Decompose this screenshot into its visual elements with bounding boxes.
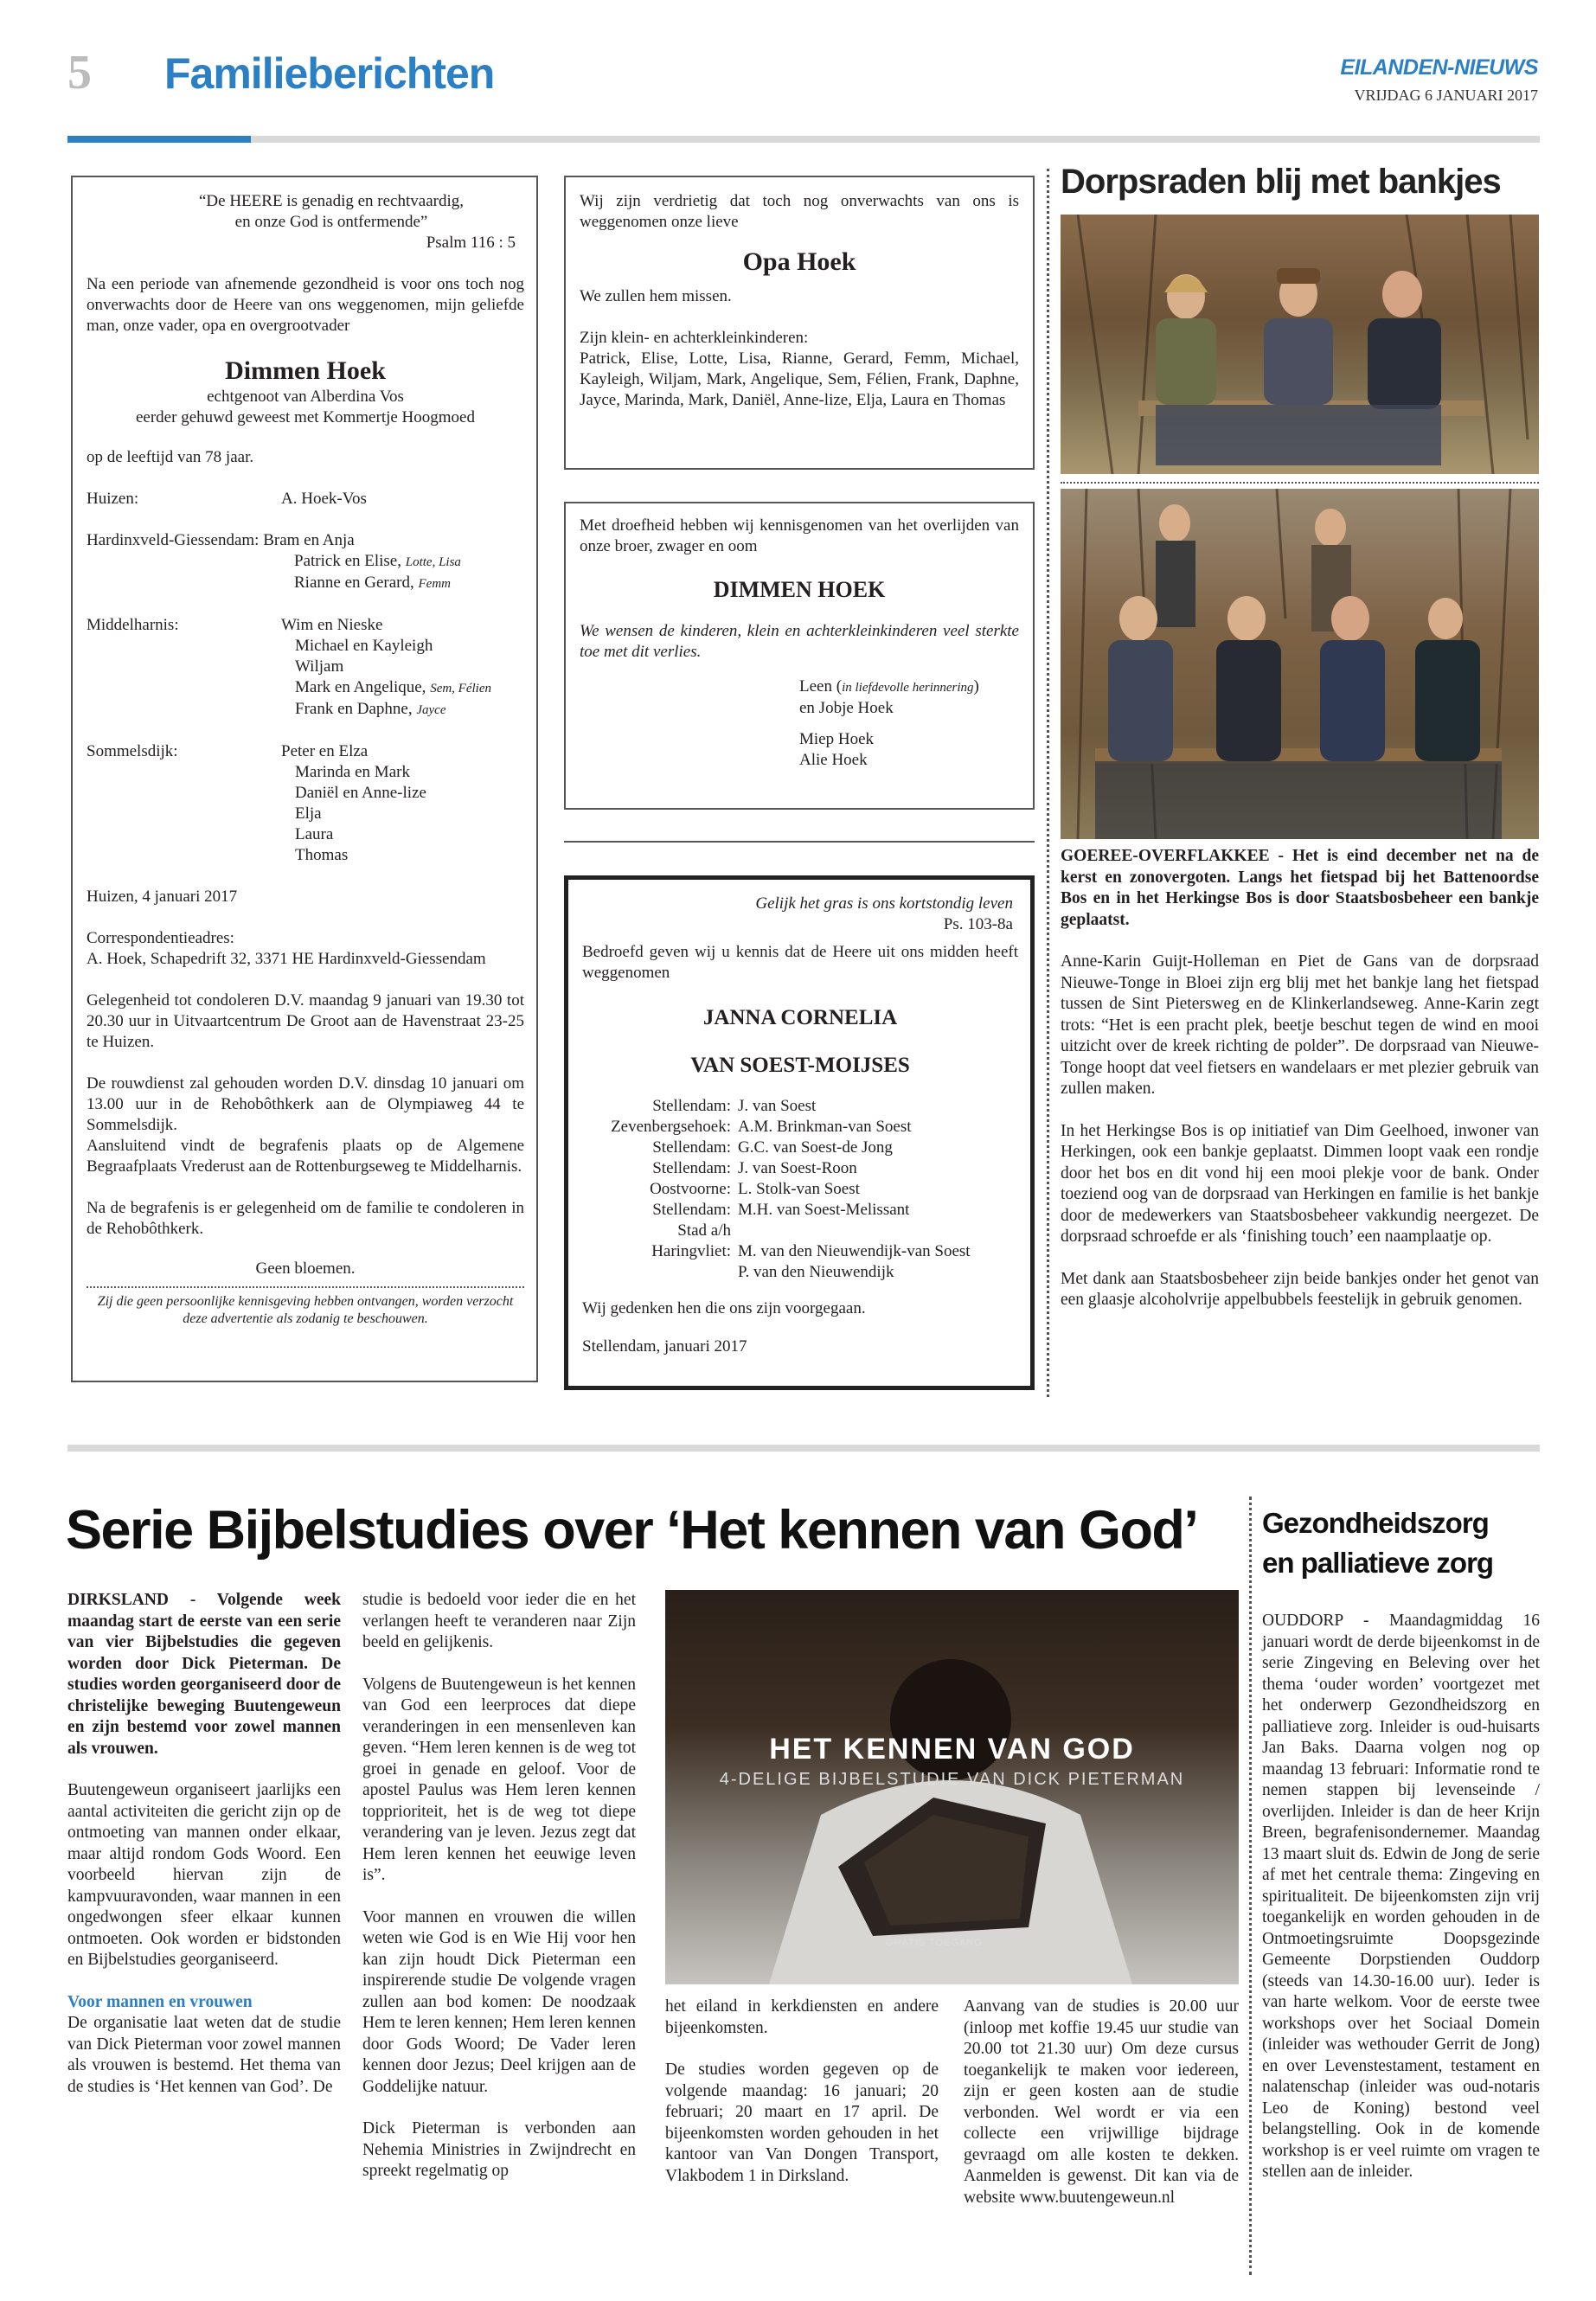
zorg-paragraph: OUDDORP - Maandagmiddag 16 januari wordt de derde bijeenkomst in de serie Zingeving en Beleving over het thema ‘ouder worden’ voortgezet met het onderwerp Gezondheidszorg en palliatieve zorg. Inleider is oud-huisarts Jan Baks. Daarna volgen nog op maandag 13 februari: Informatie rond te nemen stappen bij levenseinde / overlijden. Inleider is dan de heer Krijn Breen, begrafenisondernemer. Maandag 13 maart sluit ds. Edwin de Jong de serie af met het centrale thema: Zingeving en spiritualiteit. De bijeenkomsten zijn vrij toegankelijk en worden gehouden in de Ontmoetingsruimte Doopsgezinde Gemeente Dorpstienden Ouddorp (steeds van 14.30-16.00 uur). Ieder is van harte welkom. Voor de eerste twee workshops over het Sociaal Domein (inleider was wethouder Gerrit de Jong) en over Levenstestament, testament en nalatenschap (inleider was oud-notaris Leo de Koning) bestond veel belangstelling. Ook in de komende workshop is er veel ruimte om vragen te stellen aan de inleider.	[1262, 1612, 1540, 2181]
ad1-fam2-label: Hardinxveld-Giessendam:	[87, 531, 260, 549]
bankjes-photo-divider	[1061, 482, 1539, 484]
ad1-flowers: Geen bloemen.	[255, 1259, 356, 1278]
ad1-fam1-names: A. Hoek-Vos	[281, 490, 367, 508]
ad4-ref: Ps. 103-8a	[943, 915, 1013, 933]
bijbel-subhead: Voor mannen en vrouwen	[67, 1992, 253, 2011]
zorg-headline-line2: en palliatieve zorg	[1262, 1547, 1494, 1579]
issue-date: VRIJDAG 6 JANUARI 2017	[1354, 87, 1538, 104]
ad1-divider	[87, 1286, 524, 1288]
promo-title: HET KENNEN VAN GOD	[769, 1733, 1135, 1766]
column-separator	[1047, 169, 1049, 1397]
ad3-sig4: Alie Hoek	[799, 751, 868, 769]
ad1-fam3-line3: Wiljam	[295, 657, 344, 676]
section-separator	[67, 1445, 1540, 1452]
promo-small-text: GRATIS TOEGANG	[886, 1938, 983, 1948]
ad4-row-place: Haringvliet:	[651, 1242, 731, 1260]
obituary-broer	[564, 502, 1035, 810]
bankjes-paragraph-2: In het Herkingse Bos is op initiatief van Dim Geelhoed, inwoner van Herkingen, ook een bankje geplaatst. Dimmen loopt vaak een rondje door het bos en dit vond hij een mooi plekje voor de bank. Onder toeziend oog van de dorpsraad van Herkingen en familie is het bankje door de medewerkers van Staatsbosbeheer vakkundig neergezet. De dorpsraad schroefde er als ‘finishing touch’ een naamplaatje op.	[1061, 1121, 1539, 1246]
ad1-widower: eerder gehuwd geweest met Kommertje Hoogmoed	[135, 408, 475, 426]
ad1-place-date: Huizen, 4 januari 2017	[87, 888, 238, 906]
ad4-row-place	[582, 1262, 738, 1283]
ad1-after: Na de begrafenis is er gelegenheid om de familie te condoleren in de Rehobôthkerk.	[87, 1199, 524, 1238]
ad1-fam4-line3: Daniël en Anne-lize	[295, 784, 426, 802]
ad4-row-place: Stellendam:	[652, 1201, 731, 1219]
ad4-row-name	[738, 1221, 1018, 1241]
ad-separator-line	[564, 841, 1035, 843]
bankjes-paragraph-3: Met dank aan Staatsbosbeheer zijn beide bankjes onder het genot van een glaasje alcoholvrije appelbubbels feestelijk in gebruik genomen.	[1061, 1269, 1539, 1309]
ad1-spouse: echtgenoot van Alberdina Vos	[207, 388, 404, 406]
ad4-row-place: Stad a/h	[677, 1221, 731, 1240]
ad4-name-line1: JANNA CORNELIA	[702, 1006, 898, 1029]
ad1-fam4-line5: Laura	[295, 825, 334, 843]
bijbel-col3-paragraph-2: De studies worden gegeven op de volgende maandag: 16 januari; 20 februari; 20 maart en 17 april. De bijeenkomsten worden gehouden in het kantoor van Van Dongen Transport, Vlakbodem 1 in Dirksland.	[665, 2061, 939, 2185]
ad4-row-name: M. van den Nieuwendijk-van Soest	[738, 1242, 971, 1260]
ad4-row-place: Stellendam:	[652, 1159, 731, 1177]
ad4-row-name: J. van Soest-Roon	[738, 1159, 857, 1177]
bench-photo-2-svg	[1061, 489, 1539, 839]
ad3-intro: Met droefheid hebben wij kennisgenomen van het overlijden van onze broer, zwager en oom	[580, 516, 1019, 555]
ad1-family-hardinxveld	[87, 530, 524, 594]
ad1-fam1-label: Huizen:	[87, 490, 139, 508]
ad1-fam2-line3-kids: Femm	[418, 577, 451, 591]
ad3-sig1: Leen (	[799, 677, 843, 695]
bench-photo-1	[1061, 215, 1539, 474]
bijbel-column-2	[362, 1590, 636, 2203]
paper-logo: EILANDEN-NIEUWS	[1340, 55, 1538, 80]
ad1-notice: Zij die geen persoonlijke kennisgeving hebben ontvangen, worden verzocht deze advertentie als zodanig te beschouwen.	[97, 1294, 514, 1326]
bijbel-column-4	[964, 1997, 1239, 2229]
ad4-row-name: J. van Soest	[738, 1097, 817, 1115]
promo-subtitle: 4-DELIGE BIJBELSTUDIE VAN DICK PIETERMAN	[719, 1770, 1185, 1789]
bankjes-lead: GOEREE-OVERFLAKKEE - Het is eind december net na de kerst en zonovergoten. Langs het fietspad bij het Battenoordse Bos en in het Herkingse Bos is door Staatsbosbeheer een bankje geplaatst.	[1061, 847, 1539, 929]
bankjes-paragraph-1: Anne-Karin Guijt-Holleman en Piet de Gans van de dorpsraad Nieuwe-Tonge in Bloei zijn erg blij met het bankje lang het fietspad tussen de Sint Pietersweg en de Klinkerlandseweg. Anne-Karin zegt trots: “Het is een pracht plek, beetje beschut tegen de wind en mooi uitzicht over de kreek richting de polder”. De dorpsraad van Nieuwe-Tonge hoopt dat veel fietsers en wandelaars er met plezier gebruik van zullen maken.	[1061, 952, 1539, 1098]
bijbel-col4-paragraph-1: Aanvang van de studies is 20.00 uur (inloop met koffie 19.45 uur studie van 20.00 tot 21.30 uur) Om deze cursus toegankelijk te maken voor iedereen, zijn er geen kosten aan de studie verbonden. Wel wordt er via een collecte een vrijwillige bijdrage gevraagd om alle kosten te dekken. Aanmelden is gewenst. Dit kan via de website www.buutengeweun.nl	[964, 1997, 1239, 2207]
ad2-intro: Wij zijn verdrietig dat toch nog onverwachts van ons is weggenomen onze lieve	[580, 192, 1019, 231]
bijbel-headline: Serie Bijbelstudies over ‘Het kennen van God’	[66, 1500, 1198, 1561]
ad1-intro: Na een periode van afnemende gezondheid is voor ons toch nog onverwachts door de Heere van ons weggenomen, mijn geliefde man, onze vader, opa en overgrootvader	[87, 275, 524, 335]
bankjes-body	[1061, 846, 1539, 1332]
ad1-fam3-line4-kids: Sem, Félien	[430, 682, 491, 695]
ad2-grand-label: Zijn klein- en achterkleinkinderen:	[580, 329, 809, 347]
ad4-row-place: Stellendam:	[652, 1138, 731, 1157]
ad1-fam3-line2: Michael en Kayleigh	[295, 637, 433, 655]
ad1-age: op de leeftijd van 78 jaar.	[87, 448, 254, 466]
ad1-fam3-line5: Frank en Daphne,	[295, 700, 413, 718]
ad4-intro: Bedroefd geven wij u kennis dat de Heere uit ons midden heeft weggenomen	[582, 943, 1018, 982]
bench-photo-2	[1061, 489, 1539, 839]
ad1-corr-label: Correspondentieadres:	[87, 929, 234, 947]
bijbel-promo-image	[665, 1590, 1239, 1984]
ad1-family-sommelsdijk	[87, 741, 524, 866]
ad1-fam4-label: Sommelsdijk:	[87, 742, 178, 760]
ad1-service: De rouwdienst zal gehouden worden D.V. dinsdag 10 januari om 13.00 uur in de Rehobôthkerk aan de Olympiaweg 44 te Sommelsdijk.	[87, 1074, 524, 1134]
bijbel-col2-paragraph-1: studie is bedoeld voor ieder die en het verlangen heeft te veranderen naar Zijn beeld en gelijkenis.	[362, 1591, 636, 1651]
zorg-body	[1262, 1611, 1540, 2204]
ad1-corr-address: A. Hoek, Schapedrift 32, 3371 HE Hardinxveld-Giessendam	[87, 950, 486, 968]
ad4-row-name: M.H. van Soest-Melissant	[738, 1201, 910, 1219]
ad1-deceased-name: Dimmen Hoek	[225, 356, 386, 385]
obituary-van-soest	[564, 875, 1035, 1390]
ad2-miss: We zullen hem missen.	[580, 287, 732, 305]
obituary-opa-hoek	[564, 176, 1035, 470]
bijbel-col1-paragraph-2: De organisatie laat weten dat de studie van Dick Pieterman voor zowel mannen als vrouwen is bestemd. Het thema van de studies is ‘Het kennen van God’. De	[67, 2014, 341, 2096]
bijbel-column-3	[665, 1997, 939, 2208]
ad3-sig1-note: in liefdevolle herinnering	[842, 681, 974, 695]
ad3-signatures	[580, 676, 1019, 771]
bijbel-col2-paragraph-4: Dick Pieterman is verbonden aan Nehemia Ministries in Zwijndrecht en spreekt regelmatig op	[362, 2119, 636, 2180]
obituary-dimmen-hoek	[71, 176, 538, 1382]
ad3-sig3: Miep Hoek	[799, 730, 875, 748]
bijbel-lead: DIRKSLAND - Volgende week maandag start de eerste van een serie van vier Bijbelstudies die gegeven worden door Dick Pieterman. De studies worden georganiseerd door de christelijke beweging Buutengeweun en zijn bestemd voor zowel mannen als vrouwen.	[67, 1591, 341, 1758]
ad1-family-middelharnis	[87, 615, 524, 721]
ad4-row-name: A.M. Brinkman-van Soest	[738, 1118, 912, 1136]
page-number: 5	[67, 46, 92, 99]
ad4-row-place: Oostvoorne:	[650, 1180, 731, 1198]
ad3-sig2: en Jobje Hoek	[799, 699, 894, 717]
ad3-sig1-end: )	[973, 677, 979, 695]
ad1-fam4-line2: Marinda en Mark	[295, 763, 410, 781]
ad4-name-line2: VAN SOEST-MOIJSES	[690, 1054, 910, 1077]
ad1-fam4-line4: Elja	[295, 804, 322, 823]
ad1-family-huizen	[87, 489, 524, 510]
ad1-fam3-line5-kids: Jayce	[416, 703, 446, 717]
ad4-quote: Gelijk het gras is ons kortstondig leven	[755, 894, 1013, 913]
ad1-quote-line2: en onze God is ontfermende”	[234, 213, 428, 231]
bijbel-col2-paragraph-2: Volgens de Buutengeweun is het kennen van God een leerproces dat diepe veranderingen in een mensenleven kan geven. “Hem leren kennen is de weg tot groei in genade en geloof. Voor de apostel Paulus was Hem leren kennen topprioriteit, het is de weg tot diepe verandering van je leven. Jezus zegt dat Hem leren kennen het eeuwige leven is”.	[362, 1675, 636, 1884]
ad4-place-date: Stellendam, januari 2017	[582, 1337, 747, 1356]
ad4-row-place: Zevenbergsehoek:	[611, 1118, 731, 1136]
ad1-fam4-line1: Peter en Elza	[281, 742, 369, 760]
ad3-name: DIMMEN HOEK	[713, 577, 886, 602]
zorg-column-separator	[1249, 1497, 1252, 2275]
bench-photo-1-svg	[1061, 215, 1539, 474]
ad4-row-name: L. Stolk-van Soest	[738, 1180, 860, 1198]
ad1-fam2-line3: Rianne en Gerard,	[294, 574, 414, 592]
ad1-fam2-line1: Bram en Anja	[263, 531, 355, 549]
ad1-condole: Gelegenheid tot condoleren D.V. maandag 9 januari van 19.30 tot 20.30 uur in Uitvaartcentrum De Groot aan de Havenstraat 23-25 te Huizen.	[87, 991, 524, 1051]
header-rule-blue	[67, 136, 251, 143]
bankjes-headline: Dorpsraden blij met bankjes	[1061, 163, 1501, 201]
ad4-row-place: Stellendam:	[652, 1097, 731, 1115]
bijbel-col3-paragraph-1: het eiland in kerkdiensten en andere bijeenkomsten.	[665, 1997, 939, 2037]
bijbel-column-1	[67, 1590, 341, 2118]
ad1-fam3-label: Middelharnis:	[87, 616, 179, 634]
section-title: Familieberichten	[164, 49, 495, 98]
bijbel-col1-paragraph-1: Buutengeweun organiseert jaarlijks een aantal activiteiten die gericht zijn op de ontmoeting van mannen onder elkaar, maar altijd rondom Gods Woord. Een voorbeeld hiervan zijn de kampvuuravonden, waar mannen in een ongedwongen sfeer elkaar kunnen ontmoeten. Ook worden er bidstonden en Bijbelstudies georganiseerd.	[67, 1781, 341, 1969]
ad1-quote-line1: “De HEERE is genadig en rechtvaardig,	[199, 192, 464, 210]
zorg-headline-line1: Gezondheidszorg	[1262, 1507, 1489, 1539]
ad4-row-name: P. van den Nieuwendijk	[738, 1263, 894, 1281]
ad1-fam3-line4: Mark en Angelique,	[295, 678, 426, 696]
bijbel-col2-paragraph-3: Voor mannen en vrouwen die willen weten wie God is en Wie Hij voor hen kan zijn houdt Dick Pieterman een inspirerende studie De volgende vragen zullen aan bod komen: De noodzaak Hem te leren kennen; Hem leren kennen door Gods Woord; De Vader leren kennen door Jezus; Deel krijgen aan de Goddelijke natuur.	[362, 1907, 636, 2096]
ad2-name: Opa Hoek	[742, 247, 856, 276]
ad4-family-list	[582, 1096, 1018, 1283]
ad1-fam2-line2-kids: Lotte, Lisa	[405, 555, 461, 569]
ad1-burial: Aansluitend vindt de begrafenis plaats op de Algemene Begraafplaats Vrederust aan de Rottenburgseweg te Middelharnis.	[87, 1137, 524, 1176]
ad1-fam3-line1: Wim en Nieske	[281, 616, 383, 634]
header-rule-grey	[251, 136, 1540, 143]
ad1-quote-ref: Psalm 116 : 5	[426, 234, 516, 252]
ad4-remember: Wij gedenken hen die ons zijn voorgegaan.	[582, 1299, 866, 1317]
ad1-fam4-line6: Thomas	[295, 846, 349, 864]
ad1-fam2-line2: Patrick en Elise,	[294, 552, 401, 570]
ad2-grandchildren: Patrick, Elise, Lotte, Lisa, Rianne, Gerard, Femm, Michael, Kayleigh, Wiljam, Mark, Angelique, Sem, Félien, Frank, Daphne, Jayce, Marinda, Mark, Daniël, Anne-lize, Elja, Laura en Thomas	[580, 349, 1019, 409]
ad4-row-name: G.C. van Soest-de Jong	[738, 1138, 893, 1157]
ad3-wish: We wensen de kinderen, klein en achterkleinkinderen veel sterkte toe met dit verlies.	[580, 622, 1019, 661]
